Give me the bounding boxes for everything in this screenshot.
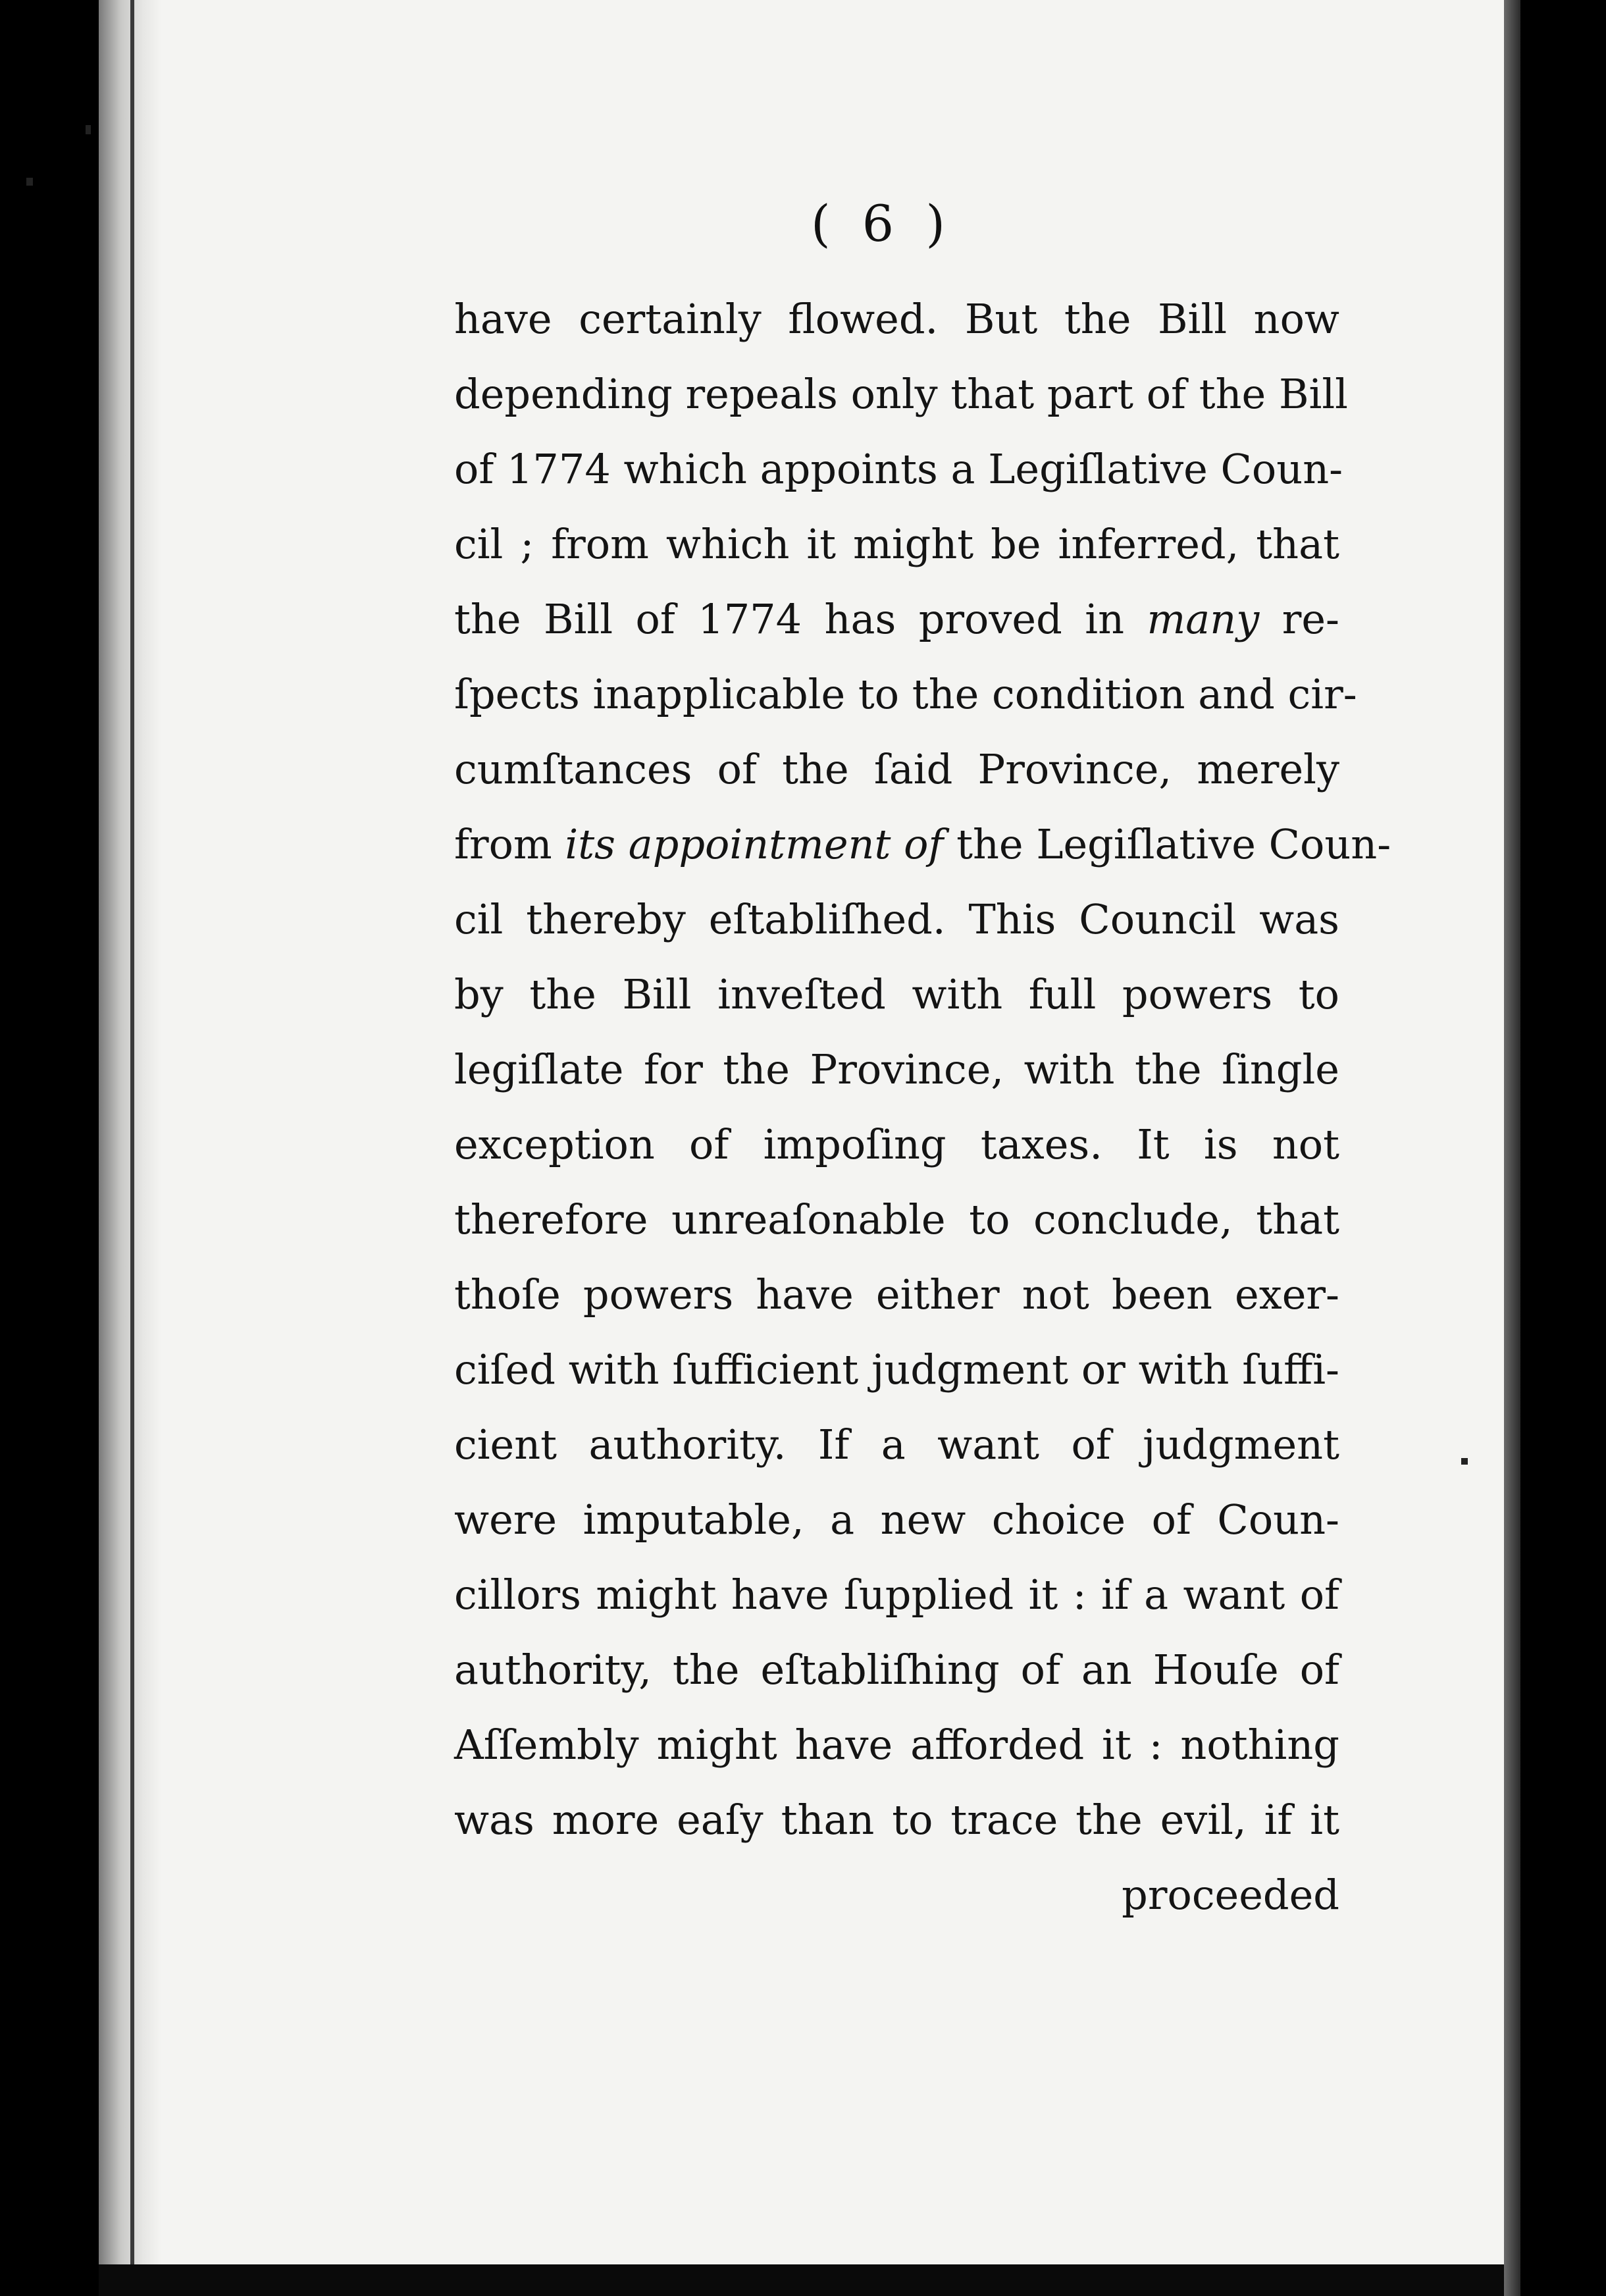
body-text [454,290,1391,2067]
text-line: of 1774 which appoints a Legiſlative Coun- [454,445,1343,493]
text-line: cillors might have ſupplied it : if a want of [454,1571,1339,1619]
text-line: legiſlate for the Province, with the ſingle [454,1045,1339,1093]
text-line: depending repeals only that part of the Bill [454,370,1349,418]
scan-speck [86,125,91,134]
text-line: have certainly flowed. But the Bill now [454,295,1339,343]
gutter-shadow-line [130,0,134,2264]
italic-text: its appointment of [565,820,944,868]
text-line: therefore unreaſonable to conclude, that [454,1195,1339,1243]
text-line: cil thereby eſtabliſhed. This Council was [454,895,1339,943]
italic-text: many [1147,595,1260,643]
text-line: cumſtances of the ſaid Province, merely [454,745,1339,793]
text-line: cil ; from which it might be inferred, that [454,520,1339,568]
text-line: cient authority. If a want of judgment [454,1421,1339,1469]
text-line: Aſſembly might have afforded it : nothing [454,1721,1339,1769]
scan-speck [26,178,33,186]
page-gutter [99,0,161,2264]
text-line: authority, the eſtabliſhing of an Houſe of [454,1646,1339,1694]
page-bottom-edge [99,2264,1504,2296]
text-line: exception of impoſing taxes. It is not [454,1120,1339,1168]
text-line: ſpects inapplicable to the condition and cir- [454,670,1357,718]
scan-speck [1461,1458,1468,1465]
text-line: were imputable, a new choice of Coun- [454,1496,1339,1544]
text-line: from its appointment of the Legiſlative Coun- [454,820,1391,868]
text-line: thoſe powers have either not been exer- [454,1270,1339,1318]
text-line: by the Bill inveſted with full powers to [454,970,1339,1018]
text-line: was more eaſy than to trace the evil, if it [454,1796,1339,1844]
text-line: ciſed with ſufficient judgment or with ſuffi- [454,1345,1339,1394]
page-number: ( 6 ) [811,194,953,253]
text-line: the Bill of 1774 has proved in many re- [454,595,1339,643]
page-right-edge [1504,0,1520,2296]
catchword: proceeded [1122,1871,1339,1919]
